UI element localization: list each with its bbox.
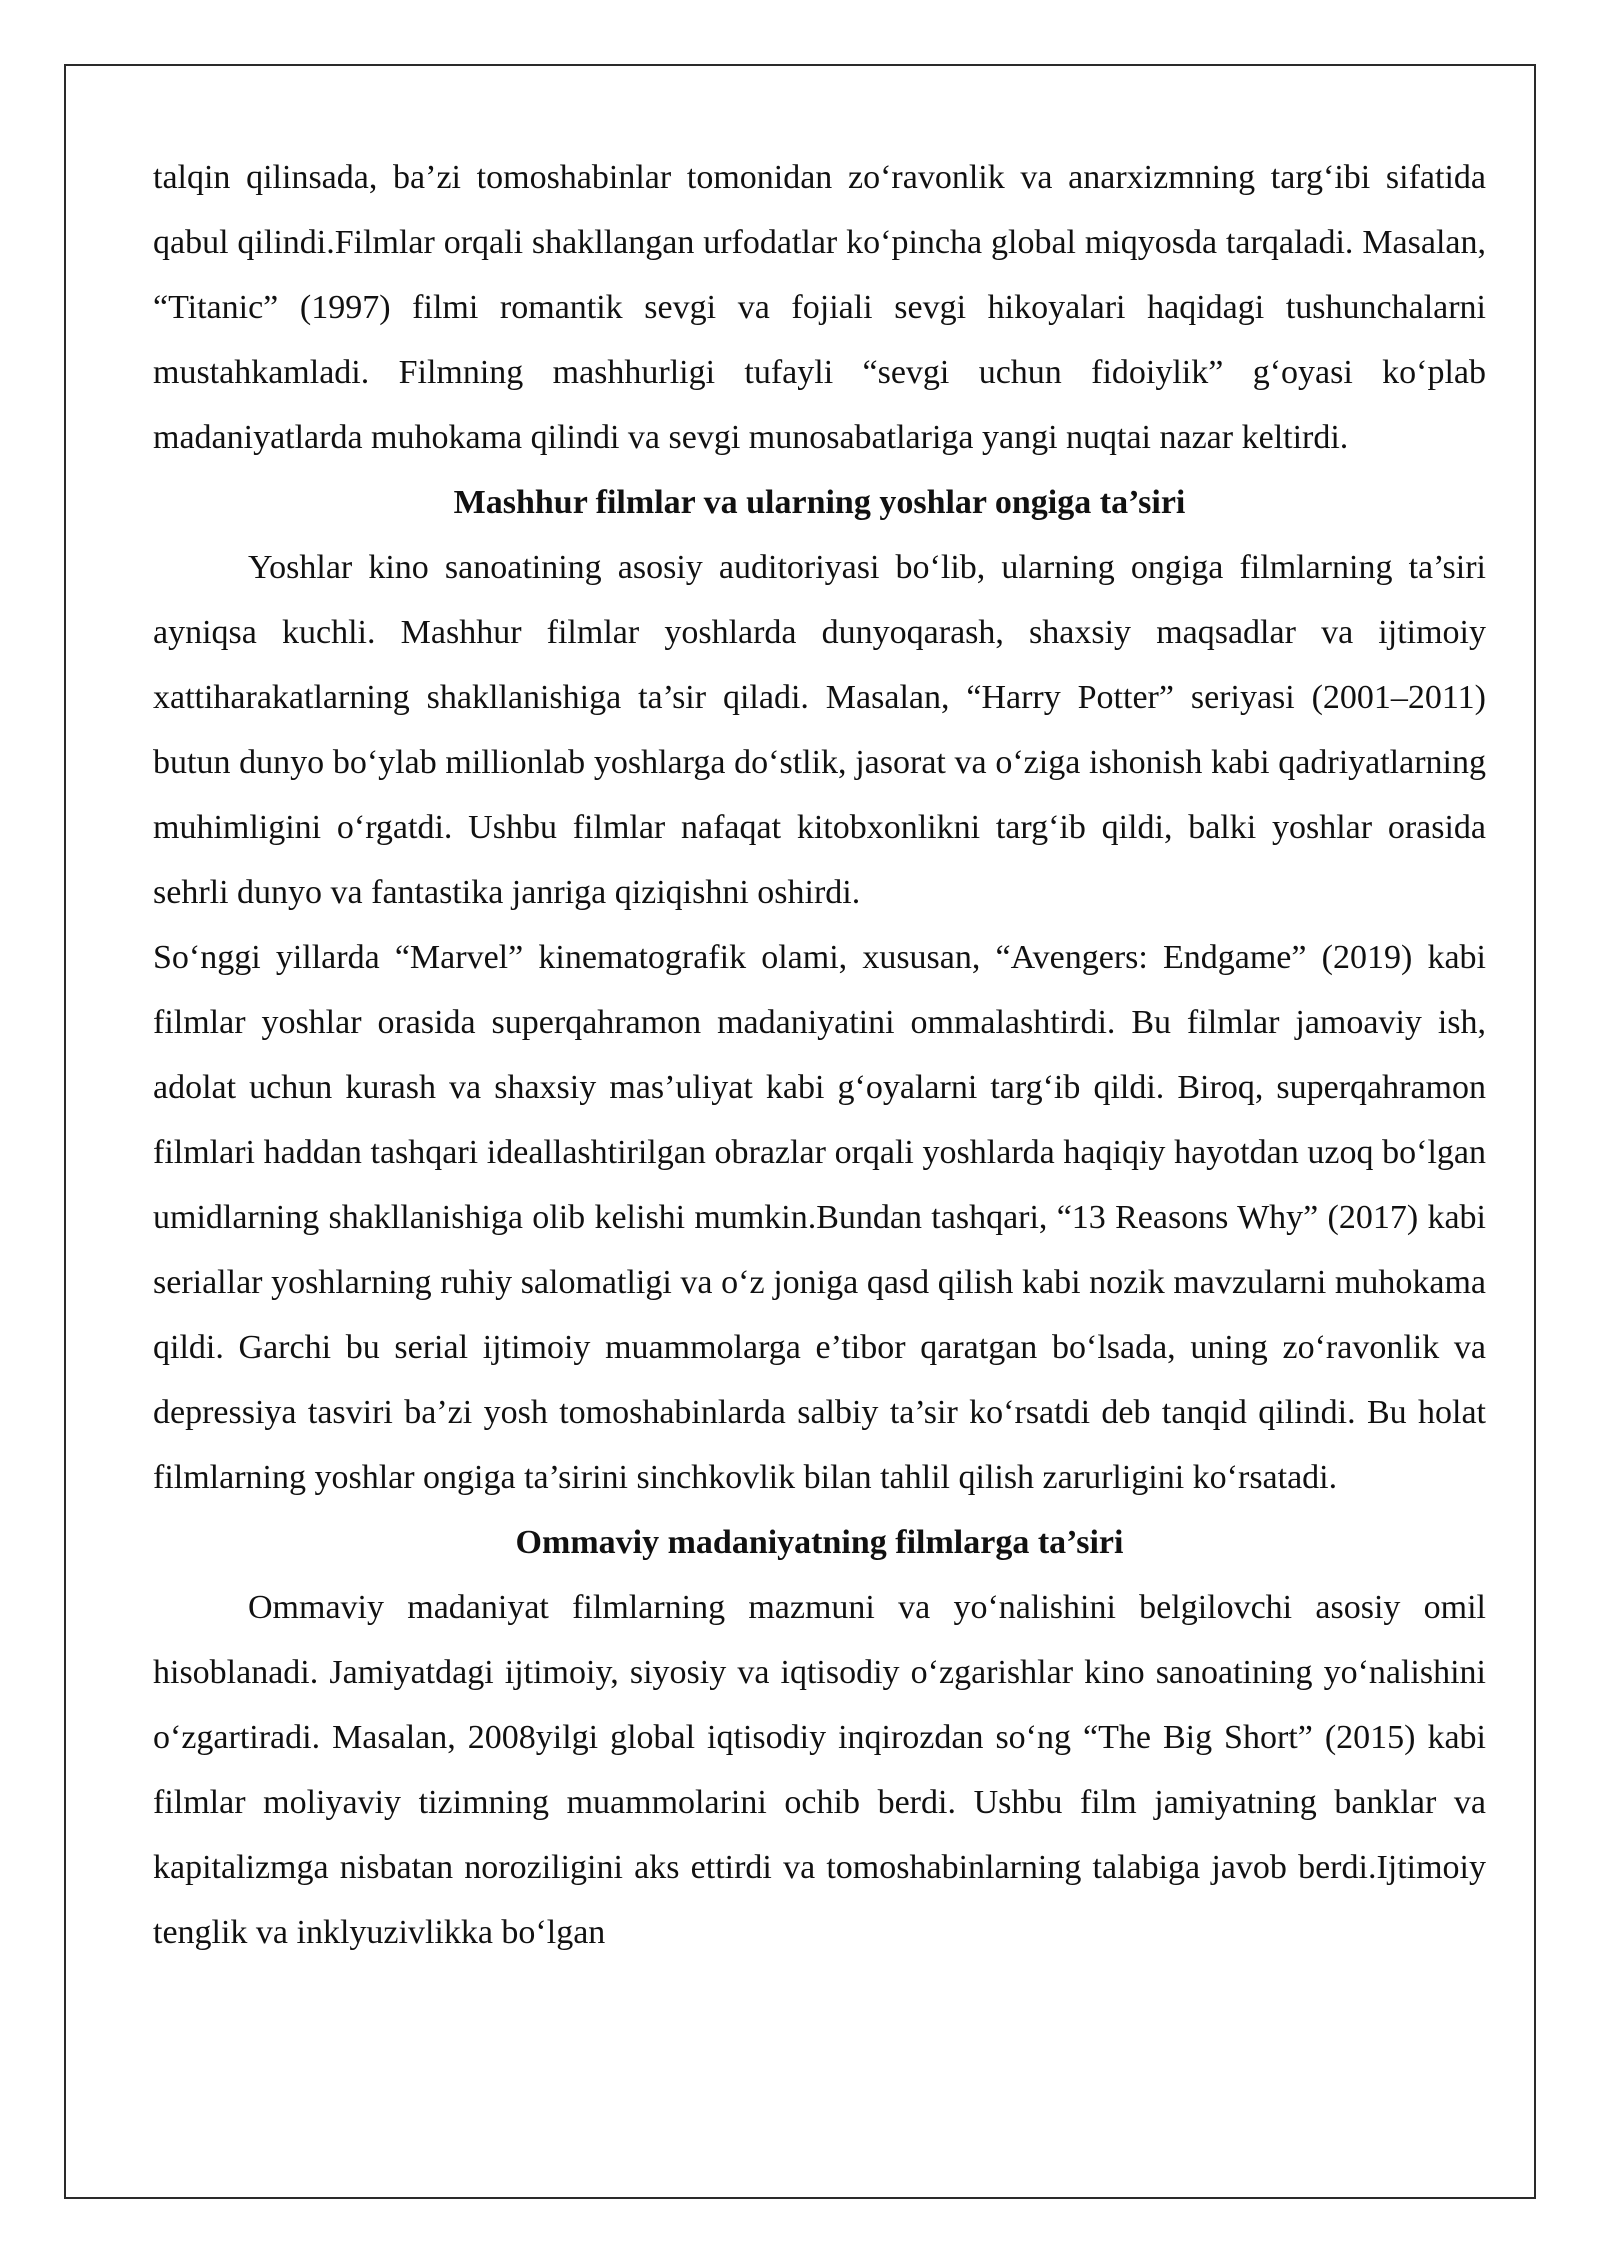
section-heading-popular-films: Mashhur filmlar va ularning yoshlar ongiga ta’siri <box>453 484 1186 521</box>
paragraph-marvel: So‘nggi yillarda “Marvel” kinematografik olami, xususan, “Avengers: Endgame” (2019) kabi filmlar yoshlar orasida superqahramon madaniyatini ommalashtirdi. Bu filmlar jamoaviy ish, adolat uchun kurash va shaxsiy mas’uliyat kabi g‘oyalarni targ‘ib qildi. Biroq, superqahramon filmlari haddan tashqari ideallashtirilgan obrazlar orqali yoshlarda haqiqiy hayotdan uzoq bo‘lgan umidlarning shakllanishiga olib kelishi mumkin.Bundan tashqari, “13 Reasons Why” (2017) kabi seriallar yoshlarning ruhiy salomatligi va o‘z joniga qasd qilish kabi nozik mavzularni muhokama qildi. Garchi bu serial ijtimoiy muammolarga e’tibor qaratgan bo‘lsada, uning zo‘ravonlik va depressiya tasviri ba’zi yosh tomoshabinlarda salbiy ta’sir ko‘rsatdi deb tanqid qilindi. Bu holat filmlarning yoshlar ongiga ta’sirini sinchkovlik bilan tahlil qilish zarurligini ko‘rsatadi. <box>153 939 1486 1496</box>
paragraph-titanic: talqin qilinsada, ba’zi tomoshabinlar tomonidan zo‘ravonlik va anarxizmning targ‘ibi sifatida qabul qilindi.Filmlar orqali shakllangan urfodatlar ko‘pincha global miqyosda tarqaladi. Masalan, “Titanic” (1997) filmi romantik sevgi va fojiali sevgi hikoyalari haqidagi tushunchalarni mustahkamladi. Filmning mashhurligi tufayli “sevgi uchun fidoiylik” g‘oyasi ko‘plab madaniyatlarda muhokama qilindi va sevgi munosabatlariga yangi nuqtai nazar keltirdi. <box>153 159 1486 456</box>
paragraph-pop-culture: Ommaviy madaniyat filmlarning mazmuni va yo‘nalishini belgilovchi asosiy omil hisoblanadi. Jamiyatdagi ijtimoiy, siyosiy va iqtisodiy o‘zgarishlar kino sanoatining yo‘nalishini o‘zgartiradi. Masalan, 2008yilgi global iqtisodiy inqirozdan so‘ng “The Big Short” (2015) kabi filmlar moliyaviy tizimning muammolarini ochib berdi. Ushbu film jamiyatning banklar va kapitalizmga nisbatan noroziligini aks ettirdi va tomoshabinlarning talabiga javob berdi.Ijtimoiy tenglik va inklyuzivlikka bo‘lgan <box>153 1589 1486 1951</box>
section-heading-pop-culture: Ommaviy madaniyatning filmlarga ta’siri <box>515 1524 1124 1561</box>
paragraph-harry-potter: Yoshlar kino sanoatining asosiy auditoriyasi bo‘lib, ularning ongiga filmlarning ta’siri ayniqsa kuchli. Mashhur filmlar yoshlarda dunyoqarash, shaxsiy maqsadlar va ijtimoiy xattiharakatlarning shakllanishiga ta’sir qiladi. Masalan, “Harry Potter” seriyasi (2001–2011) butun dunyo bo‘ylab millionlab yoshlarga do‘stlik, jasorat va o‘ziga ishonish kabi qadriyatlarning muhimligini o‘rgatdi. Ushbu filmlar nafaqat kitobxonlikni targ‘ib qildi, balki yoshlar orasida sehrli dunyo va fantastika janriga qiziqishni oshirdi. <box>153 549 1486 911</box>
document-body <box>153 145 1486 1965</box>
